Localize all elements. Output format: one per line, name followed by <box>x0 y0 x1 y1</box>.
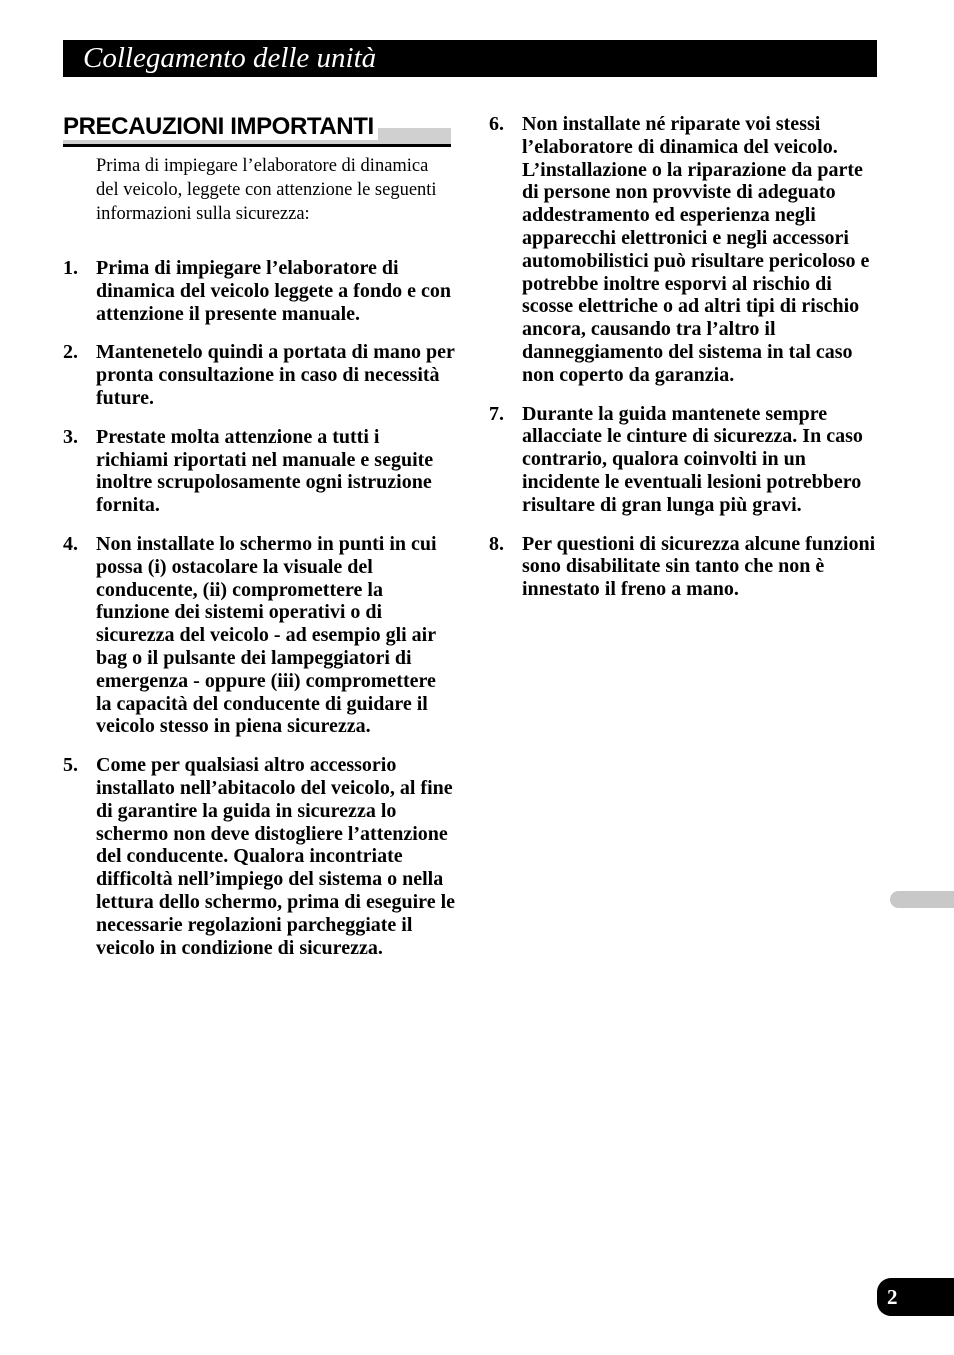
list-item <box>489 403 879 517</box>
list-item <box>489 533 879 601</box>
section-heading-text: PRECAUZIONI IMPORTANTI <box>63 113 378 140</box>
item-text: Non installate né riparate voi stessi l’elaboratore di dinamica del veicolo. L’installazione o la riparazione da parte di persone non provviste di adeguato addestramento ed esperienza negli apparecchi elettronici e negli accessori automobilistici può risultare pericoloso e potrebbe inoltre esporvi al rischio di scosse elettriche o ad altri tipi di rischio ancora, causando tra l’altro il danneggiamento del sistema in tal caso non coperto da garanzia. <box>522 113 870 386</box>
item-number: 4. <box>63 532 78 555</box>
item-number: 3. <box>63 425 78 448</box>
item-text: Prima di impiegare l’elaboratore di dinamica del veicolo leggete a fondo e con attenzione il presente manuale. <box>96 257 451 325</box>
page-number: 2 <box>887 1285 898 1309</box>
list-item <box>63 341 455 409</box>
list-item <box>63 426 455 517</box>
item-number: 1. <box>63 257 78 279</box>
section-heading <box>63 112 384 142</box>
left-column <box>63 257 455 975</box>
item-text: Durante la guida mantenete sempre allacciate le cinture di sicurezza. In caso contrario, qualora coinvolti in un incidente le eventuali lesioni potrebbero risultare di gran lunga più gravi. <box>522 402 863 516</box>
list-item <box>489 113 879 387</box>
right-column <box>489 113 879 617</box>
item-number: 6. <box>489 113 504 135</box>
item-text: Prestate molta attenzione a tutti i richiami riportati nel manuale e seguite inoltre scrupolosamente ogni istruzione fornita. <box>96 425 434 517</box>
section-heading-block <box>63 112 451 148</box>
item-number: 8. <box>489 532 504 555</box>
header-bar <box>63 40 877 77</box>
item-text: Non installate lo schermo in punti in cui possa (i) ostacolare la visuale del conducente, (ii) compromettere la funzione dei sistemi operativi o di sicurezza del veicolo - ad esempio gli air bag o il pulsante dei lampeggiatori di emergenza - oppure (iii) compromettere la capacità del conducente di guidare il veicolo stesso in piena sicurezza. <box>96 532 437 738</box>
list-item <box>63 754 455 959</box>
page-number-tab <box>877 1278 954 1316</box>
item-text: Come per qualsiasi altro accessorio installato nell’abitacolo del veicolo, al fine di garantire la guida in sicurezza lo schermo non deve distogliere l’attenzione del conducente. Qualora incontriate difficoltà nell’impiego del sistema o nella lettura dello schermo, prima di eseguire le necessarie regolazioni parcheggiate il veicolo in condizione di sicurezza. <box>96 754 456 959</box>
page-title: Collegamento delle unità <box>83 42 377 74</box>
item-number: 2. <box>63 341 78 364</box>
list-item <box>63 257 455 325</box>
intro-paragraph: Prima di impiegare l’elaboratore di dinamica del veicolo, leggete con attenzione le seguenti informazioni sulla sicurezza: <box>96 156 437 224</box>
item-text: Mantenetelo quindi a portata di mano per pronta consultazione in caso di necessità future. <box>96 341 455 409</box>
item-number: 5. <box>63 754 78 777</box>
heading-underline <box>63 144 451 147</box>
item-number: 7. <box>489 402 504 425</box>
item-text: Per questioni di sicurezza alcune funzioni sono disabilitate sin tanto che non è innestato il freno a mano. <box>522 532 876 601</box>
language-tab-marker <box>890 891 954 908</box>
list-item <box>63 533 455 738</box>
